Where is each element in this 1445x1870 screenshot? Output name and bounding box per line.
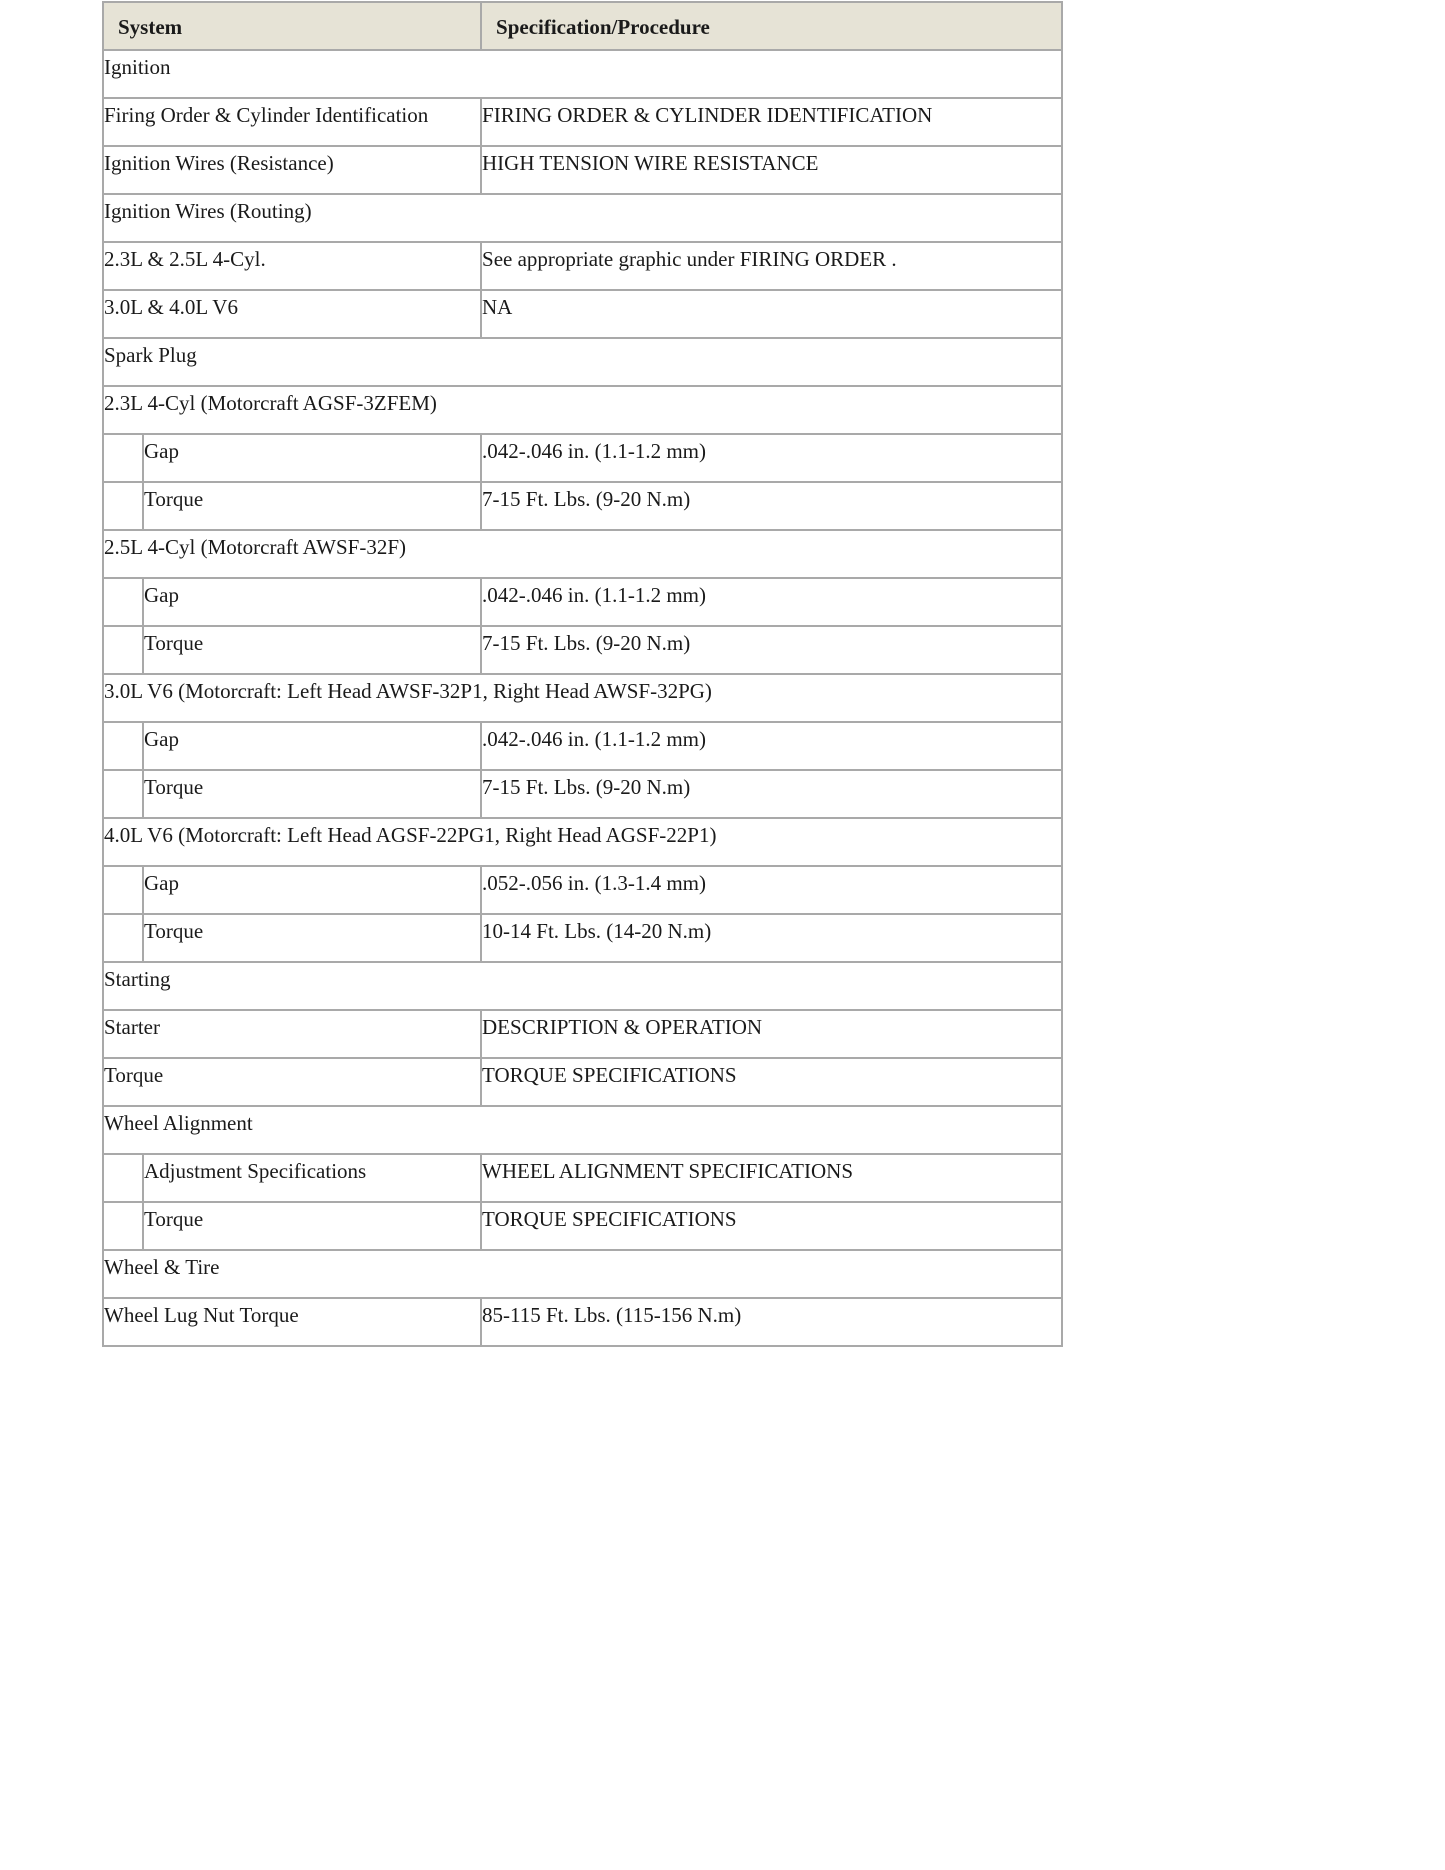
system-label: Firing Order & Cylinder Identification <box>103 98 481 146</box>
spec-value: FIRING ORDER & CYLINDER IDENTIFICATION <box>481 98 1062 146</box>
spec-value: 85-115 Ft. Lbs. (115-156 N.m) <box>481 1298 1062 1346</box>
spec-value: HIGH TENSION WIRE RESISTANCE <box>481 146 1062 194</box>
system-label: Torque <box>143 482 481 530</box>
spec-value: TORQUE SPECIFICATIONS <box>481 1202 1062 1250</box>
table-header-row <box>103 2 1062 50</box>
table-row <box>103 1154 1062 1202</box>
subsection-title: 3.0L V6 (Motorcraft: Left Head AWSF-32P1, Right Head AWSF-32PG) <box>103 674 1062 722</box>
indent-cell <box>103 1154 143 1202</box>
spec-value: TORQUE SPECIFICATIONS <box>481 1058 1062 1106</box>
spec-value: 7-15 Ft. Lbs. (9-20 N.m) <box>481 770 1062 818</box>
system-label: Gap <box>143 578 481 626</box>
subsection-row <box>103 194 1062 242</box>
header-system: System <box>103 2 481 50</box>
system-label: Starter <box>103 1010 481 1058</box>
table-row <box>103 1202 1062 1250</box>
spec-value: .042-.046 in. (1.1-1.2 mm) <box>481 434 1062 482</box>
spec-value: .042-.046 in. (1.1-1.2 mm) <box>481 578 1062 626</box>
spec-value: .042-.046 in. (1.1-1.2 mm) <box>481 722 1062 770</box>
system-label: Torque <box>143 914 481 962</box>
subsection-row <box>103 386 1062 434</box>
table-row <box>103 722 1062 770</box>
section-row-starting <box>103 962 1062 1010</box>
system-label: 3.0L & 4.0L V6 <box>103 290 481 338</box>
spec-value: DESCRIPTION & OPERATION <box>481 1010 1062 1058</box>
spec-value: 7-15 Ft. Lbs. (9-20 N.m) <box>481 626 1062 674</box>
table-row <box>103 1010 1062 1058</box>
spec-value: WHEEL ALIGNMENT SPECIFICATIONS <box>481 1154 1062 1202</box>
system-label: Wheel Lug Nut Torque <box>103 1298 481 1346</box>
table-row <box>103 578 1062 626</box>
section-title: Wheel Alignment <box>103 1106 1062 1154</box>
subsection-title: 2.3L 4-Cyl (Motorcraft AGSF-3ZFEM) <box>103 386 1062 434</box>
indent-cell <box>103 482 143 530</box>
section-row-spark-plug <box>103 338 1062 386</box>
table-row <box>103 482 1062 530</box>
system-label: Torque <box>103 1058 481 1106</box>
indent-cell <box>103 578 143 626</box>
indent-cell <box>103 770 143 818</box>
system-label: Gap <box>143 434 481 482</box>
system-label: Torque <box>143 770 481 818</box>
subsection-row <box>103 818 1062 866</box>
subsection-row <box>103 674 1062 722</box>
subsection-row <box>103 530 1062 578</box>
table-row <box>103 290 1062 338</box>
table-row <box>103 914 1062 962</box>
indent-cell <box>103 434 143 482</box>
section-row-ignition <box>103 50 1062 98</box>
section-row-wheel-alignment <box>103 1106 1062 1154</box>
table-row <box>103 242 1062 290</box>
subsection-title: 2.5L 4-Cyl (Motorcraft AWSF-32F) <box>103 530 1062 578</box>
table-row <box>103 770 1062 818</box>
system-label: Adjustment Specifications <box>143 1154 481 1202</box>
section-title: Wheel & Tire <box>103 1250 1062 1298</box>
section-title: Spark Plug <box>103 338 1062 386</box>
subsection-title: 4.0L V6 (Motorcraft: Left Head AGSF-22PG1, Right Head AGSF-22P1) <box>103 818 1062 866</box>
indent-cell <box>103 866 143 914</box>
system-label: Torque <box>143 626 481 674</box>
spec-value: 10-14 Ft. Lbs. (14-20 N.m) <box>481 914 1062 962</box>
indent-cell <box>103 626 143 674</box>
spec-value: .052-.056 in. (1.3-1.4 mm) <box>481 866 1062 914</box>
system-label: Gap <box>143 722 481 770</box>
spec-value: NA <box>481 290 1062 338</box>
indent-cell <box>103 1202 143 1250</box>
table-row <box>103 98 1062 146</box>
table-row <box>103 626 1062 674</box>
table-row <box>103 1298 1062 1346</box>
spec-value: See appropriate graphic under FIRING ORDER . <box>481 242 1062 290</box>
system-label: Ignition Wires (Resistance) <box>103 146 481 194</box>
spec-value: 7-15 Ft. Lbs. (9-20 N.m) <box>481 482 1062 530</box>
table-row <box>103 866 1062 914</box>
system-label: Gap <box>143 866 481 914</box>
section-title: Starting <box>103 962 1062 1010</box>
subsection-title: Ignition Wires (Routing) <box>103 194 1062 242</box>
section-title: Ignition <box>103 50 1062 98</box>
table-row <box>103 146 1062 194</box>
indent-cell <box>103 722 143 770</box>
indent-cell <box>103 914 143 962</box>
table-row <box>103 1058 1062 1106</box>
system-label: Torque <box>143 1202 481 1250</box>
table-row <box>103 434 1062 482</box>
system-label: 2.3L & 2.5L 4-Cyl. <box>103 242 481 290</box>
specifications-table <box>102 1 1063 1347</box>
header-specification: Specification/Procedure <box>481 2 1062 50</box>
section-row-wheel-tire <box>103 1250 1062 1298</box>
